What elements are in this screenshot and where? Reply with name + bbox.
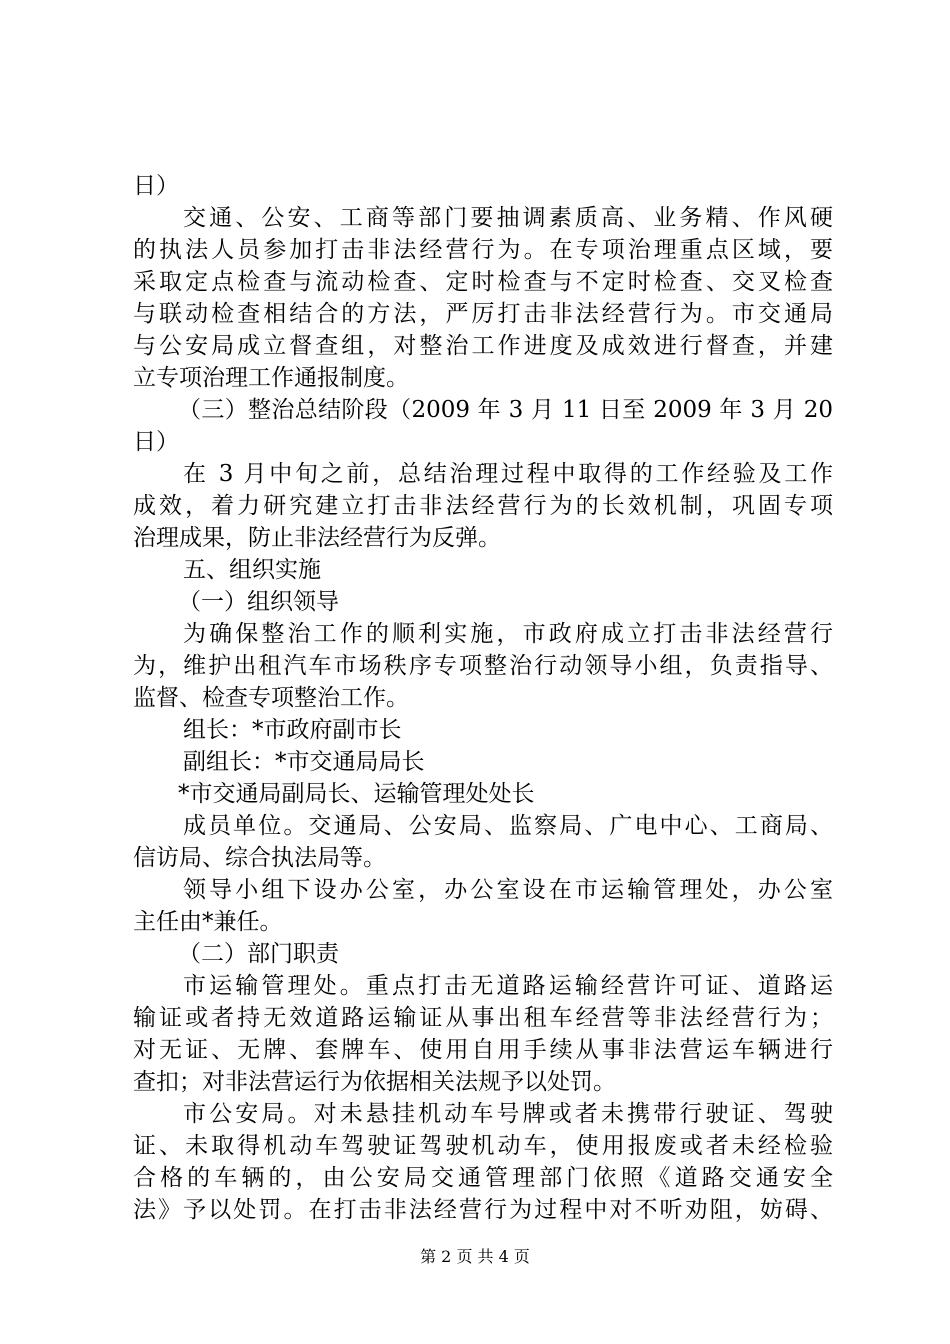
text-line: 合格的车辆的，由公安局交通管理部门依照《道路交通安全 (133, 1165, 833, 1191)
text-line: 市运输管理处。重点打击无道路运输经营许可证、道路运 (183, 973, 833, 999)
text-line: 治理成果，防止非法经营行为反弹。 (133, 525, 501, 551)
text-line: 对无证、无牌、套牌车、使用自用手续从事非法营运车辆进行 (133, 1037, 833, 1063)
page-footer (0, 1244, 950, 1267)
text-line: 副组长：*市交通局局长 (183, 749, 425, 775)
text-line: 证、未取得机动车驾驶证驾驶机动车，使用报废或者未经检验 (133, 1133, 833, 1159)
text-line: 输证或者持无效道路运输证从事出租车经营等非法经营行为； (133, 1005, 833, 1031)
document-body (133, 170, 833, 1226)
page-number: 第 2 页 共 4 页 (420, 1247, 530, 1266)
text-line: 交通、公安、工商等部门要抽调素质高、业务精、作风硬 (183, 205, 833, 231)
section-heading: 五、组织实施 (183, 557, 321, 583)
text-line: 为确保整治工作的顺利实施，市政府成立打击非法经营行 (183, 621, 833, 647)
text-line: 领导小组下设办公室，办公室设在市运输管理处，办公室 (183, 877, 833, 903)
text-line: 成效，着力研究建立打击非法经营行为的长效机制，巩固专项 (133, 493, 833, 519)
text-line: *市交通局副局长、运输管理处处长 (178, 781, 535, 807)
text-line: 信访局、综合执法局等。 (133, 845, 386, 871)
text-line: 采取定点检查与流动检查、定时检查与不定时检查、交叉检查 (133, 269, 833, 295)
text-line: 与联动检查相结合的方法，严厉打击非法经营行为。市交通局 (133, 301, 833, 327)
section-heading: （二）部门职责 (178, 941, 339, 967)
text-line: 查扣；对非法营运行为依据相关法规予以处罚。 (133, 1069, 616, 1095)
text-line: 日） (133, 429, 179, 455)
text-line: 监督、检查专项整治工作。 (133, 685, 409, 711)
section-heading: （三）整治总结阶段（2009 年 3 月 11 日至 2009 年 3 月 20 (178, 397, 833, 423)
text-line: 与公安局成立督查组，对整治工作进度及成效进行督查，并建 (133, 333, 833, 359)
text-line: 日） (133, 173, 179, 199)
text-line: 的执法人员参加打击非法经营行为。在专项治理重点区域，要 (133, 237, 833, 263)
section-heading: （一）组织领导 (178, 589, 339, 615)
text-line: 在 3 月中旬之前，总结治理过程中取得的工作经验及工作 (183, 461, 833, 487)
text-line: 成员单位。交通局、公安局、监察局、广电中心、工商局、 (183, 813, 833, 839)
text-line: 主任由*兼任。 (133, 909, 283, 935)
text-line: 为，维护出租汽车市场秩序专项整治行动领导小组，负责指导、 (133, 653, 833, 679)
text-line: 市公安局。对未悬挂机动车号牌或者未携带行驶证、驾驶 (183, 1101, 833, 1127)
text-line: 组长：*市政府副市长 (183, 717, 402, 743)
text-line: 立专项治理工作通报制度。 (133, 365, 409, 391)
text-line: 法》予以处罚。在打击非法经营行为过程中对不听劝阻，妨碍、 (133, 1197, 833, 1223)
